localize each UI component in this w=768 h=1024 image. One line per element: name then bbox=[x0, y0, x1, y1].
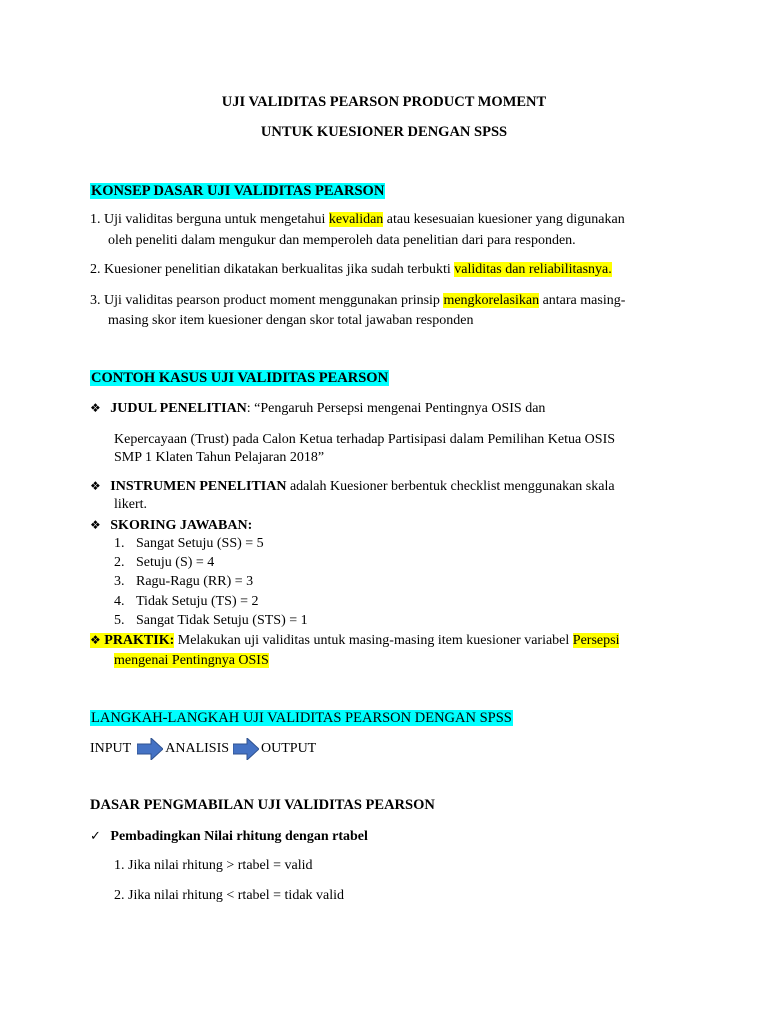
paragraph-text: 2. Kuesioner penelitian dikatakan berkualitas jika sudah terbukti bbox=[90, 262, 451, 277]
section-heading-text: KONSEP DASAR UJI VALIDITAS PEARSON bbox=[91, 183, 385, 199]
highlighted-term: validitas dan reliabilitasnya. bbox=[454, 262, 612, 277]
rule-tidak-valid: 2. Jika nilai rhitung < rtabel = tidak valid bbox=[114, 888, 345, 903]
praktik bbox=[90, 630, 678, 651]
document-title-line1: UJI VALIDITAS PEARSON PRODUCT MOMENT bbox=[221, 94, 547, 110]
judul-continuation-2: SMP 1 Klaten Tahun Pelajaran 2018” bbox=[114, 450, 325, 465]
list-number: 3. bbox=[90, 293, 101, 308]
diamond-bullet-icon: ❖ bbox=[90, 518, 101, 532]
paragraph-text: Uji validitas pearson product moment menggunakan prinsip bbox=[104, 293, 440, 308]
section-heading-contoh bbox=[90, 369, 389, 387]
section-heading-konsep bbox=[90, 182, 385, 200]
right-arrow-icon bbox=[233, 738, 259, 760]
praktik-continuation bbox=[114, 651, 269, 671]
rule-valid: 1. Jika nilai rhitung > rtabel = valid bbox=[114, 858, 313, 873]
konsep-item-3-line2: masing skor item kuesioner dengan skor total jawaban responden bbox=[108, 313, 474, 328]
list-text: Sangat Setuju (SS) = 5 bbox=[136, 536, 264, 551]
list-number: 4. bbox=[114, 594, 125, 609]
checkmark-icon: ✓ bbox=[90, 829, 101, 844]
flow-step-input: INPUT bbox=[90, 741, 132, 756]
check-label: Pembadingkan Nilai rhitung dengan rtabel bbox=[110, 829, 368, 844]
item-label: SKORING JAWABAN: bbox=[110, 518, 253, 533]
skoring-jawaban bbox=[90, 515, 252, 536]
diamond-bullet-icon: ❖ bbox=[90, 479, 101, 493]
item-text: adalah Kuesioner berbentuk checklist menggunakan skala bbox=[289, 479, 615, 494]
section-heading-dasar: DASAR PENGMABILAN UJI VALIDITAS PEARSON bbox=[90, 797, 435, 813]
highlighted-term: mengenai Pentingnya OSIS bbox=[114, 653, 269, 668]
process-flow bbox=[90, 738, 316, 760]
paragraph-text: atau kesesuaian kuesioner yang digunakan bbox=[386, 212, 625, 227]
document-title-line2: UNTUK KUESIONER DENGAN SPSS bbox=[260, 124, 508, 140]
list-number: 1. bbox=[90, 212, 101, 227]
highlighted-term: mengkorelasikan bbox=[443, 293, 540, 308]
paragraph-text: antara masing- bbox=[542, 293, 626, 308]
flow-step-output: OUTPUT bbox=[261, 741, 317, 756]
instrumen-penelitian bbox=[90, 476, 678, 497]
section-heading-langkah bbox=[90, 709, 513, 727]
list-number: 1. bbox=[114, 536, 125, 551]
list-text: Setuju (S) = 4 bbox=[136, 555, 215, 570]
item-text: Melakukan uji validitas untuk masing-masing item kuesioner variabel bbox=[177, 633, 570, 648]
list-number: 2. bbox=[114, 555, 125, 570]
check-item bbox=[90, 827, 368, 847]
konsep-item-3 bbox=[90, 291, 678, 311]
paragraph-text: Uji validitas berguna untuk mengetahui bbox=[104, 212, 326, 227]
right-arrow-icon bbox=[137, 738, 163, 760]
praktik-label-highlight bbox=[90, 633, 174, 648]
instrumen-continuation: likert. bbox=[114, 497, 148, 512]
item-label: PRAKTIK: bbox=[104, 633, 175, 648]
item-label: INSTRUMEN PENELITIAN bbox=[110, 479, 287, 494]
flow-step-analisis: ANALISIS bbox=[165, 741, 230, 756]
item-label: JUDUL PENELITIAN bbox=[110, 401, 247, 416]
judul-continuation-1: Kepercayaan (Trust) pada Calon Ketua terhadap Partisipasi dalam Pemilihan Ketua OSIS bbox=[114, 432, 616, 447]
item-text: : “Pengaruh Persepsi mengenai Pentingnya OSIS dan bbox=[246, 401, 546, 416]
skoring-list-item bbox=[114, 611, 308, 631]
list-text: Sangat Tidak Setuju (STS) = 1 bbox=[136, 613, 308, 628]
section-heading-text: LANGKAH-LANGKAH UJI VALIDITAS PEARSON DENGAN SPSS bbox=[91, 710, 512, 726]
list-number: 5. bbox=[114, 613, 125, 628]
section-heading-text: CONTOH KASUS UJI VALIDITAS PEARSON bbox=[91, 370, 389, 386]
skoring-list-item bbox=[114, 592, 259, 612]
konsep-item-1-line2: oleh peneliti dalam mengukur dan memperoleh data penelitian dari para responden. bbox=[108, 233, 576, 248]
list-number: 3. bbox=[114, 574, 125, 589]
judul-penelitian bbox=[90, 398, 545, 419]
skoring-list-item bbox=[114, 534, 264, 554]
list-text: Ragu-Ragu (RR) = 3 bbox=[136, 574, 254, 589]
diamond-bullet-icon: ❖ bbox=[90, 633, 101, 647]
skoring-list-item bbox=[114, 553, 214, 573]
konsep-item-2 bbox=[90, 260, 612, 280]
highlighted-term: Persepsi bbox=[572, 633, 620, 648]
skoring-list-item bbox=[114, 572, 253, 592]
konsep-item-1 bbox=[90, 210, 678, 230]
diamond-bullet-icon: ❖ bbox=[90, 401, 101, 415]
list-text: Tidak Setuju (TS) = 2 bbox=[136, 594, 259, 609]
highlighted-term: kevalidan bbox=[328, 212, 384, 227]
